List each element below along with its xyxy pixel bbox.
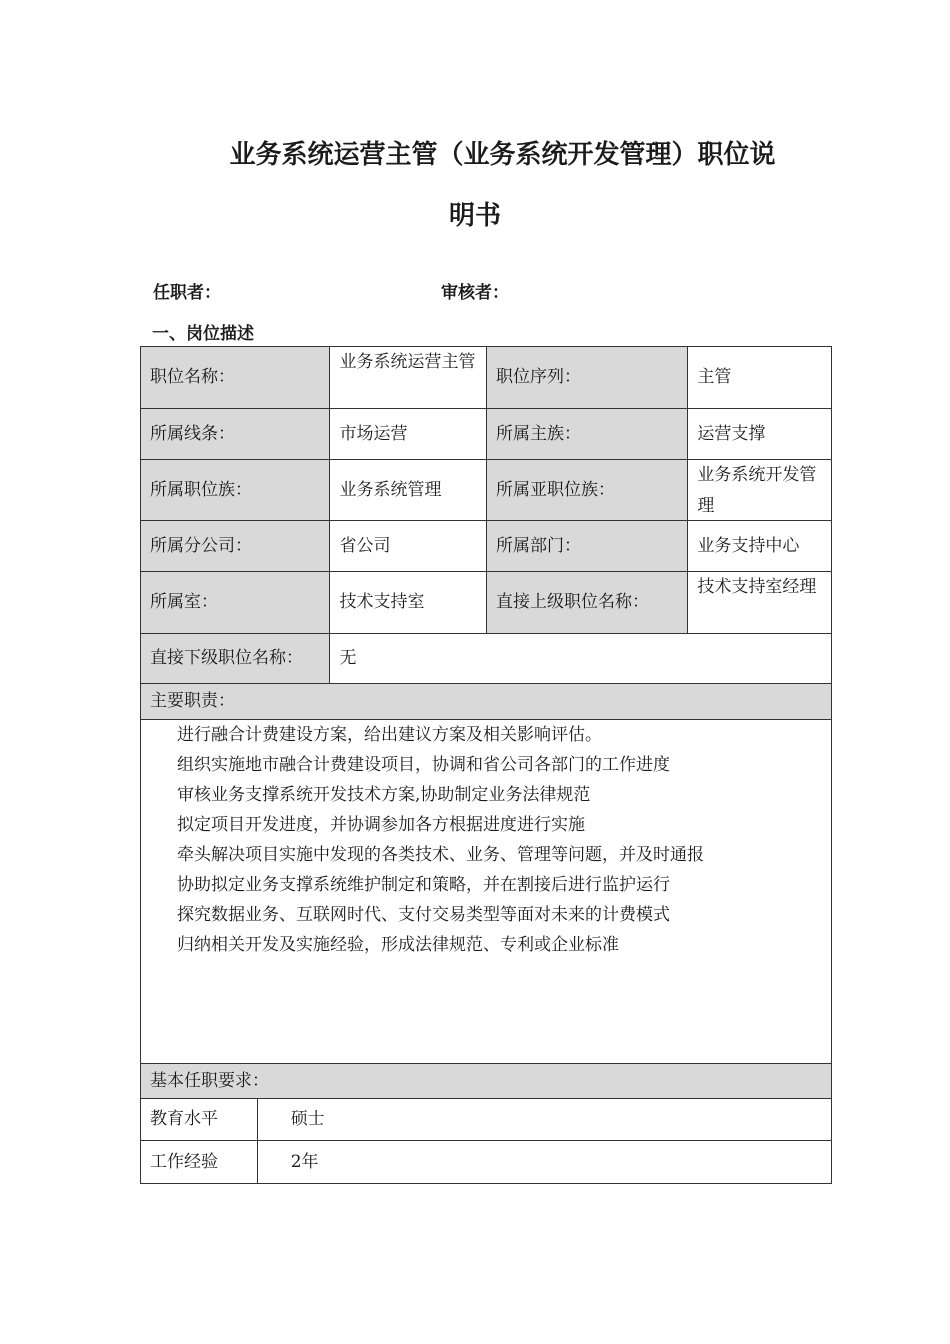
- supervisor-value: 技术支持室经理: [697, 577, 817, 597]
- duty-item: 探究数据业务、互联网时代、支付交易类型等面对未来的计费模式: [177, 905, 670, 925]
- position-sequence-label: 职位序列：: [487, 347, 688, 408]
- table-row: [141, 521, 831, 572]
- subordinate-value: 无: [339, 648, 357, 668]
- supervisor-label: 直接上级职位名称：: [487, 572, 688, 633]
- reviewer-label: 审核者：: [441, 283, 509, 303]
- office-value: 技术支持室: [330, 572, 487, 633]
- document-title-line1: 业务系统运营主管（业务系统开发管理）职位说: [229, 140, 776, 170]
- sub-family-label: 所属亚职位族：: [487, 460, 688, 520]
- section-heading: 一、岗位描述: [152, 324, 254, 344]
- document-title-line2: 明书: [448, 201, 501, 231]
- education-label: 教育水平: [141, 1099, 258, 1140]
- duty-item: 归纳相关开发及实施经验，形成法律规范、专利或企业标准: [177, 935, 619, 955]
- subordinate-label: 直接下级职位名称：: [141, 634, 330, 683]
- table-row: [141, 1099, 831, 1141]
- office-label: 所属室：: [141, 572, 330, 633]
- table-row: [141, 347, 831, 409]
- department-value: 业务支持中心: [697, 535, 800, 556]
- sub-family-value: 业务系统开发管理: [697, 465, 817, 516]
- table-row: [141, 572, 831, 634]
- duty-item: 牵头解决项目实施中发现的各类技术、业务、管理等问题，并及时通报: [177, 845, 704, 865]
- main-family-value: 运营支撑: [697, 423, 766, 444]
- duty-item: 进行融合计费建设方案，给出建议方案及相关影响评估。: [177, 725, 602, 745]
- duties-list: [141, 720, 831, 1063]
- job-description-table: [140, 346, 832, 1184]
- position-name-label: 职位名称：: [141, 347, 330, 408]
- job-family-value: 业务系统管理: [330, 460, 487, 520]
- table-row: [141, 720, 831, 1064]
- table-row: [141, 684, 831, 720]
- duty-item: 拟定项目开发进度，并协调参加各方根据进度进行实施: [177, 815, 585, 835]
- duties-header: 主要职责：: [141, 684, 831, 719]
- main-family-label: 所属主族：: [487, 409, 688, 459]
- table-row: [141, 460, 831, 521]
- table-row: [141, 1064, 831, 1099]
- department-label: 所属部门：: [487, 521, 688, 571]
- duty-item: 协助拟定业务支撑系统维护制定和策略，并在割接后进行监护运行: [177, 875, 670, 895]
- position-sequence-value: 主管: [697, 367, 732, 387]
- job-family-label: 所属职位族：: [141, 460, 330, 520]
- duty-item: 组织实施地市融合计费建设项目，协调和省公司各部门的工作进度: [177, 755, 670, 775]
- table-row: [141, 1141, 831, 1183]
- table-row: [141, 634, 831, 684]
- position-name-value: 业务系统运营主管: [330, 347, 487, 408]
- education-value: 硕士: [290, 1109, 325, 1129]
- branch-value: 省公司: [330, 521, 487, 571]
- duty-item: 审核业务支撑系统开发技术方案,协助制定业务法律规范: [177, 785, 591, 805]
- branch-label: 所属分公司：: [141, 521, 330, 571]
- line-label: 所属线条：: [141, 409, 330, 459]
- table-row: [141, 409, 831, 460]
- requirements-header: 基本任职要求：: [141, 1064, 831, 1098]
- experience-value: 2年: [290, 1151, 319, 1172]
- experience-label: 工作经验: [141, 1141, 258, 1183]
- holder-label: 任职者：: [153, 283, 221, 303]
- line-value: 市场运营: [330, 409, 487, 459]
